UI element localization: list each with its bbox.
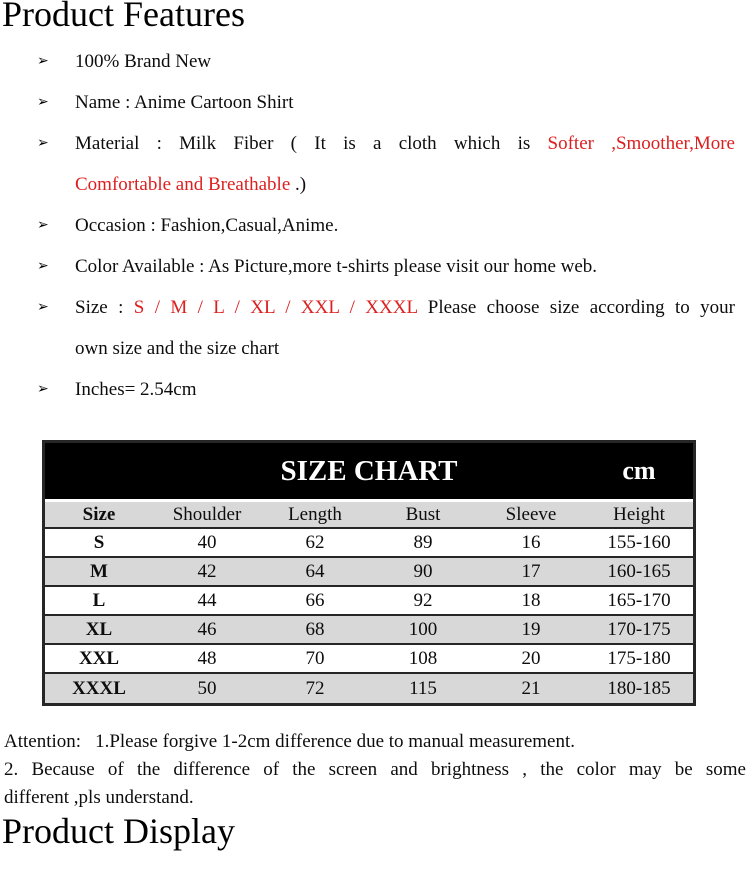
size-chart-row bbox=[45, 587, 693, 616]
size-chart-table bbox=[42, 440, 696, 706]
size-label-cell: XL bbox=[45, 616, 153, 645]
feature-text: Color Available : As Picture,more t-shirts please visit our home web. bbox=[75, 256, 598, 277]
measurement-cell: 165-170 bbox=[585, 587, 693, 616]
measurement-cell: 42 bbox=[153, 558, 261, 587]
material-line-2 bbox=[75, 164, 735, 205]
feature-text: Inches= 2.54cm bbox=[75, 379, 197, 400]
column-header-shoulder: Shoulder bbox=[153, 499, 261, 529]
measurement-cell: 72 bbox=[261, 674, 369, 703]
size-chart-title: SIZE CHART bbox=[280, 454, 458, 487]
arrow-bullet-icon: ➢ bbox=[37, 53, 49, 69]
size-line-2 bbox=[75, 328, 735, 369]
attention-text: 1.Please forgive 1-2cm difference due to manual measurement. bbox=[95, 731, 575, 752]
size-line-1 bbox=[75, 287, 735, 328]
measurement-cell: 70 bbox=[261, 645, 369, 674]
measurement-cell: 68 bbox=[261, 616, 369, 645]
feature-text: 100% Brand New bbox=[75, 51, 212, 72]
material-highlight: Softer ,Smoother,More bbox=[547, 133, 735, 154]
material-line-1 bbox=[75, 123, 735, 164]
measurement-cell: 16 bbox=[477, 529, 585, 558]
size-chart-header-row bbox=[45, 499, 693, 529]
size-options-highlight: S / M / L / XL / XXL / XXXL bbox=[133, 297, 418, 318]
feature-text: Name : Anime Cartoon Shirt bbox=[75, 92, 294, 113]
attention-label: Attention: bbox=[4, 731, 82, 752]
size-chart-row bbox=[45, 616, 693, 645]
arrow-bullet-icon: ➢ bbox=[37, 381, 49, 397]
feature-item-occasion bbox=[0, 205, 735, 246]
product-features-heading: Product Features bbox=[2, 0, 245, 34]
material-text: Material : Milk Fiber ( It is a cloth which is bbox=[75, 133, 531, 154]
measurement-cell: 175-180 bbox=[585, 645, 693, 674]
measurement-cell: 89 bbox=[369, 529, 477, 558]
attention-line-2: 2. Because of the difference of the screen and brightness , the color may be some bbox=[4, 759, 746, 780]
column-header-height: Height bbox=[585, 499, 693, 529]
measurement-cell: 115 bbox=[369, 674, 477, 703]
measurement-cell: 17 bbox=[477, 558, 585, 587]
measurement-cell: 100 bbox=[369, 616, 477, 645]
size-text: Size : bbox=[75, 297, 124, 318]
size-text: own size and the size chart bbox=[75, 338, 280, 359]
measurement-cell: 90 bbox=[369, 558, 477, 587]
size-chart-row bbox=[45, 529, 693, 558]
feature-item-brand-new bbox=[0, 41, 735, 82]
arrow-bullet-icon: ➢ bbox=[37, 217, 49, 233]
feature-item-size bbox=[0, 287, 735, 369]
measurement-cell: 92 bbox=[369, 587, 477, 616]
column-header-length: Length bbox=[261, 499, 369, 529]
column-header-bust: Bust bbox=[369, 499, 477, 529]
attention-note bbox=[4, 728, 746, 812]
attention-line-3: different ,pls understand. bbox=[4, 787, 194, 808]
column-header-sleeve: Sleeve bbox=[477, 499, 585, 529]
measurement-cell: 21 bbox=[477, 674, 585, 703]
size-chart-body bbox=[45, 529, 693, 703]
arrow-bullet-icon: ➢ bbox=[37, 135, 49, 151]
measurement-cell: 44 bbox=[153, 587, 261, 616]
feature-text: Occasion : Fashion,Casual,Anime. bbox=[75, 215, 339, 236]
material-text: .) bbox=[295, 174, 307, 195]
feature-item-material bbox=[0, 123, 735, 205]
measurement-cell: 48 bbox=[153, 645, 261, 674]
measurement-cell: 62 bbox=[261, 529, 369, 558]
product-display-heading: Product Display bbox=[2, 811, 235, 851]
size-label-cell: M bbox=[45, 558, 153, 587]
size-label-cell: XXL bbox=[45, 645, 153, 674]
size-chart-title-cell bbox=[45, 443, 693, 499]
measurement-cell: 50 bbox=[153, 674, 261, 703]
attention-line-1 bbox=[4, 728, 746, 756]
measurement-cell: 160-165 bbox=[585, 558, 693, 587]
column-header-size: Size bbox=[45, 499, 153, 529]
size-text: Please choose size according to your bbox=[427, 297, 736, 318]
arrow-bullet-icon: ➢ bbox=[37, 94, 49, 110]
measurement-cell: 18 bbox=[477, 587, 585, 616]
measurement-cell: 40 bbox=[153, 529, 261, 558]
measurement-cell: 180-185 bbox=[585, 674, 693, 703]
measurement-cell: 64 bbox=[261, 558, 369, 587]
feature-list bbox=[0, 41, 735, 410]
measurement-cell: 20 bbox=[477, 645, 585, 674]
measurement-cell: 108 bbox=[369, 645, 477, 674]
measurement-cell: 46 bbox=[153, 616, 261, 645]
arrow-bullet-icon: ➢ bbox=[37, 258, 49, 274]
measurement-cell: 170-175 bbox=[585, 616, 693, 645]
size-chart-unit: cm bbox=[622, 456, 656, 485]
measurement-cell: 66 bbox=[261, 587, 369, 616]
arrow-bullet-icon: ➢ bbox=[37, 299, 49, 315]
size-label-cell: S bbox=[45, 529, 153, 558]
measurement-cell: 19 bbox=[477, 616, 585, 645]
size-label-cell: L bbox=[45, 587, 153, 616]
size-chart-row bbox=[45, 674, 693, 703]
feature-item-name bbox=[0, 82, 735, 123]
size-label-cell: XXXL bbox=[45, 674, 153, 703]
feature-item-color-available bbox=[0, 246, 735, 287]
size-chart-row bbox=[45, 558, 693, 587]
size-chart-title-row bbox=[45, 443, 693, 499]
size-chart-row bbox=[45, 645, 693, 674]
feature-item-inches bbox=[0, 369, 735, 410]
material-highlight: Comfortable and Breathable bbox=[75, 174, 291, 195]
measurement-cell: 155-160 bbox=[585, 529, 693, 558]
